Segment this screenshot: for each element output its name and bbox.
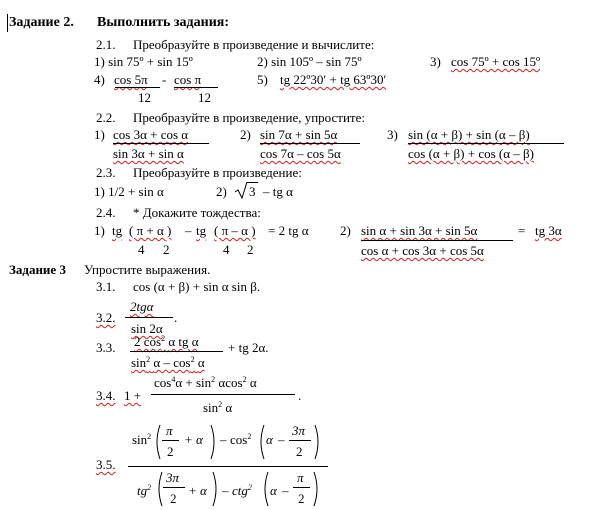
task-3-5-den-ctg: ctg$^2$ bbox=[232, 483, 252, 498]
task-2-4-item-2-prefix: 2) bbox=[340, 223, 351, 238]
task-2-4-item-1-prefix: 1) bbox=[94, 223, 105, 238]
task-3-5-den-frac-line-a bbox=[163, 487, 185, 488]
task-3-5-num-pi: π bbox=[166, 423, 173, 438]
task-3-5-num-frac-line-b bbox=[289, 440, 311, 441]
task-2-4-item-2-numerator: sin α + sin 3α + sin 5α bbox=[361, 223, 478, 238]
section-2-3-number: 2.3. bbox=[96, 165, 116, 180]
task-3-3-denominator: $\sin^2 \alpha - \cos^2 \alpha$ bbox=[131, 355, 205, 370]
task-3-3-numerator: 2 $\cos^2 \alpha$ tg α bbox=[134, 334, 199, 349]
section-2-4-number: 2.4. bbox=[96, 205, 116, 220]
task-2-2-item-2-prefix: 2) bbox=[240, 127, 251, 142]
task-2-1-item-4-den-a: 12 bbox=[138, 90, 151, 105]
task-2-1-item-4-den-b: 12 bbox=[198, 90, 211, 105]
task3-heading: Задание 3 bbox=[9, 262, 66, 277]
sqrt-bar bbox=[247, 182, 258, 183]
task-2-2-item-1-prefix: 1) bbox=[94, 127, 105, 142]
task-3-5-den-two-b: 2 bbox=[298, 491, 305, 506]
right-paren-large-icon bbox=[212, 471, 219, 507]
task-3-4-dot: . bbox=[298, 388, 302, 403]
left-paren-large-icon bbox=[156, 471, 163, 507]
task-2-4-item-1-arg-b: ( π – α ) bbox=[214, 223, 256, 238]
task-3-5-num-minus-b: – bbox=[278, 432, 285, 447]
task-2-1-item-4-minus: - bbox=[162, 72, 167, 87]
task-3-5-num-minus: – bbox=[220, 432, 227, 447]
task-2-1-item-4-prefix: 4) bbox=[94, 72, 105, 87]
task-2-2-item-2-numerator: sin 7α + sin 5α bbox=[260, 127, 338, 142]
task-2-4-item-2-fraction-line bbox=[361, 240, 513, 241]
section-2-2-instruction: Преобразуйте в произведение, упростите: bbox=[133, 110, 365, 125]
section-2-3-instruction: Преобразуйте в произведение: bbox=[133, 165, 302, 180]
task-3-2-denominator: sin 2α bbox=[131, 321, 163, 336]
task-3-4-denominator: $\sin^2 \alpha$ bbox=[203, 400, 233, 415]
task-2-2-item-1-fraction-line bbox=[113, 143, 209, 144]
task-3-4-numerator: $\cos^4\alpha + \sin^2 \alpha\cos^2$ α bbox=[154, 375, 257, 390]
task2-title: Выполнить задания: bbox=[97, 15, 229, 30]
task-3-3-fraction-line bbox=[130, 351, 223, 352]
task-3-5-num-3pi: 3π bbox=[292, 423, 306, 438]
task-2-2-item-2-fraction-line bbox=[260, 143, 360, 144]
task-3-2-fraction-line bbox=[125, 317, 173, 318]
task2-heading: Задание 2. bbox=[9, 15, 74, 30]
task-2-3-item-2-rest: – tg α bbox=[263, 184, 293, 199]
task-3-1-number: 3.1. bbox=[96, 279, 116, 294]
task-2-1-item-4-num-a: cos 5π bbox=[114, 72, 148, 87]
task-2-4-item-2-equals: = bbox=[518, 223, 526, 238]
section-2-1-number: 2.1. bbox=[96, 37, 116, 52]
task-3-5-num-two-b: 2 bbox=[296, 444, 303, 459]
task-3-5-num-frac-line-a bbox=[162, 440, 179, 441]
task-2-1-item-3: cos 75º + cos 15º bbox=[451, 54, 541, 69]
task-2-4-item-1-den-2a: 2 bbox=[163, 242, 170, 257]
task-2-4-item-1-rhs: = 2 tg α bbox=[268, 223, 309, 238]
task-3-4-number: 3.4. bbox=[96, 388, 116, 403]
task-3-3-rest: + tg 2α. bbox=[228, 340, 269, 355]
sqrt-sign-icon bbox=[234, 181, 248, 199]
task-3-5-den-alpha-b: α bbox=[270, 483, 277, 498]
task-2-4-item-1-tg-a: tg bbox=[112, 223, 123, 238]
task-2-2-item-3-fraction-line bbox=[408, 143, 564, 144]
task-2-1-item-5: tg 22º30′ + tg 63º30′ bbox=[280, 72, 387, 87]
task-3-5-den-tg: $tg^2$ bbox=[137, 483, 152, 498]
task-3-5-num-alpha-b: α bbox=[266, 432, 273, 447]
task-3-5-num-sin: $\sin^2$ bbox=[132, 432, 152, 447]
task-2-3-item-2-radicand: 3 bbox=[249, 184, 256, 199]
task-3-2-dot: . bbox=[174, 310, 178, 325]
task3-title: Упростите выражения. bbox=[84, 262, 211, 277]
task-2-4-item-2-denominator: cos α + cos 3α + cos 5α bbox=[361, 243, 484, 258]
task-2-4-item-1-den-2b: 2 bbox=[247, 242, 254, 257]
task-2-4-item-1-tg-b: tg bbox=[196, 223, 207, 238]
task-2-1-item-4-fraction-line-a bbox=[115, 87, 160, 88]
task-3-5-den-minus: – bbox=[222, 483, 229, 498]
task-2-1-item-4-fraction-line-b bbox=[174, 87, 218, 88]
task-3-5-den-two-a: 2 bbox=[170, 491, 177, 506]
left-paren-large-icon bbox=[154, 424, 161, 460]
task-2-4-item-1-den-4b: 4 bbox=[223, 242, 230, 257]
task-3-5-num-cos: $\cos^2$ bbox=[230, 432, 252, 447]
section-2-2-number: 2.2. bbox=[96, 110, 116, 125]
text-cursor bbox=[7, 14, 8, 32]
task-2-2-item-2-denominator: cos 7α – cos 5α bbox=[260, 146, 341, 161]
task-3-5-den-3pi: 3π bbox=[166, 470, 180, 485]
task-3-5-number: 3.5. bbox=[96, 457, 116, 472]
left-paren-large-icon bbox=[262, 471, 269, 507]
task-3-5-den-minus-b: – bbox=[282, 483, 289, 498]
task-3-1-expression: cos (α + β) + sin α sin β. bbox=[133, 279, 261, 294]
task-2-4-item-1-minus: – bbox=[185, 223, 192, 238]
task-3-3-number: 3.3. bbox=[96, 340, 116, 355]
task-2-1-item-2: 2) sin 105º – sin 75º bbox=[257, 54, 362, 69]
task-2-1-item-5-prefix: 5) bbox=[257, 72, 268, 87]
task-3-2-numerator: 2tgα bbox=[130, 299, 154, 314]
right-paren-large-icon bbox=[210, 424, 217, 460]
task-2-2-item-3-prefix: 3) bbox=[387, 127, 398, 142]
task-2-4-item-2-rhs: tg 3α bbox=[535, 223, 562, 238]
section-2-1-instruction: Преобразуйте в произведение и вычислите: bbox=[133, 37, 375, 52]
task-3-5-main-fraction-line bbox=[128, 466, 328, 467]
task-2-2-item-3-denominator: cos (α + β) + cos (α – β) bbox=[408, 146, 534, 161]
left-paren-large-icon bbox=[258, 424, 265, 460]
task-3-2-number: 3.2. bbox=[96, 310, 116, 325]
task-3-5-num-alpha-a: + α bbox=[184, 432, 203, 447]
task-2-3-item-1: 1) 1/2 + sin α bbox=[94, 184, 164, 199]
task-2-4-item-1-den-4a: 4 bbox=[138, 242, 145, 257]
task-2-2-item-1-numerator: cos 3α + cos α bbox=[113, 127, 189, 142]
task-3-5-num-two-a: 2 bbox=[167, 444, 174, 459]
task-3-5-den-frac-line-b bbox=[293, 487, 310, 488]
task-2-2-item-1-denominator: sin 3α + sin α bbox=[113, 146, 184, 161]
task-2-4-item-1-arg-a: ( π + α ) bbox=[129, 223, 172, 238]
task-3-5-den-pi: π bbox=[297, 470, 304, 485]
task-2-1-item-1: 1) sin 75º + sin 15º bbox=[94, 54, 193, 69]
right-paren-large-icon bbox=[314, 424, 321, 460]
task-3-4-fraction-line bbox=[151, 394, 295, 395]
section-2-4-instruction: * Докажите тождества: bbox=[133, 205, 261, 220]
task-3-5-den-alpha-a: + α bbox=[188, 483, 207, 498]
task-3-4-one-plus: 1 + bbox=[124, 388, 142, 403]
task-2-1-item-3-prefix: 3) bbox=[430, 54, 441, 69]
task-2-2-item-3-numerator: sin (α + β) + sin (α – β) bbox=[408, 127, 530, 142]
task-2-3-item-2-prefix: 2) bbox=[216, 184, 227, 199]
right-paren-large-icon bbox=[313, 471, 320, 507]
task-2-1-item-4-num-b: cos π bbox=[174, 72, 202, 87]
